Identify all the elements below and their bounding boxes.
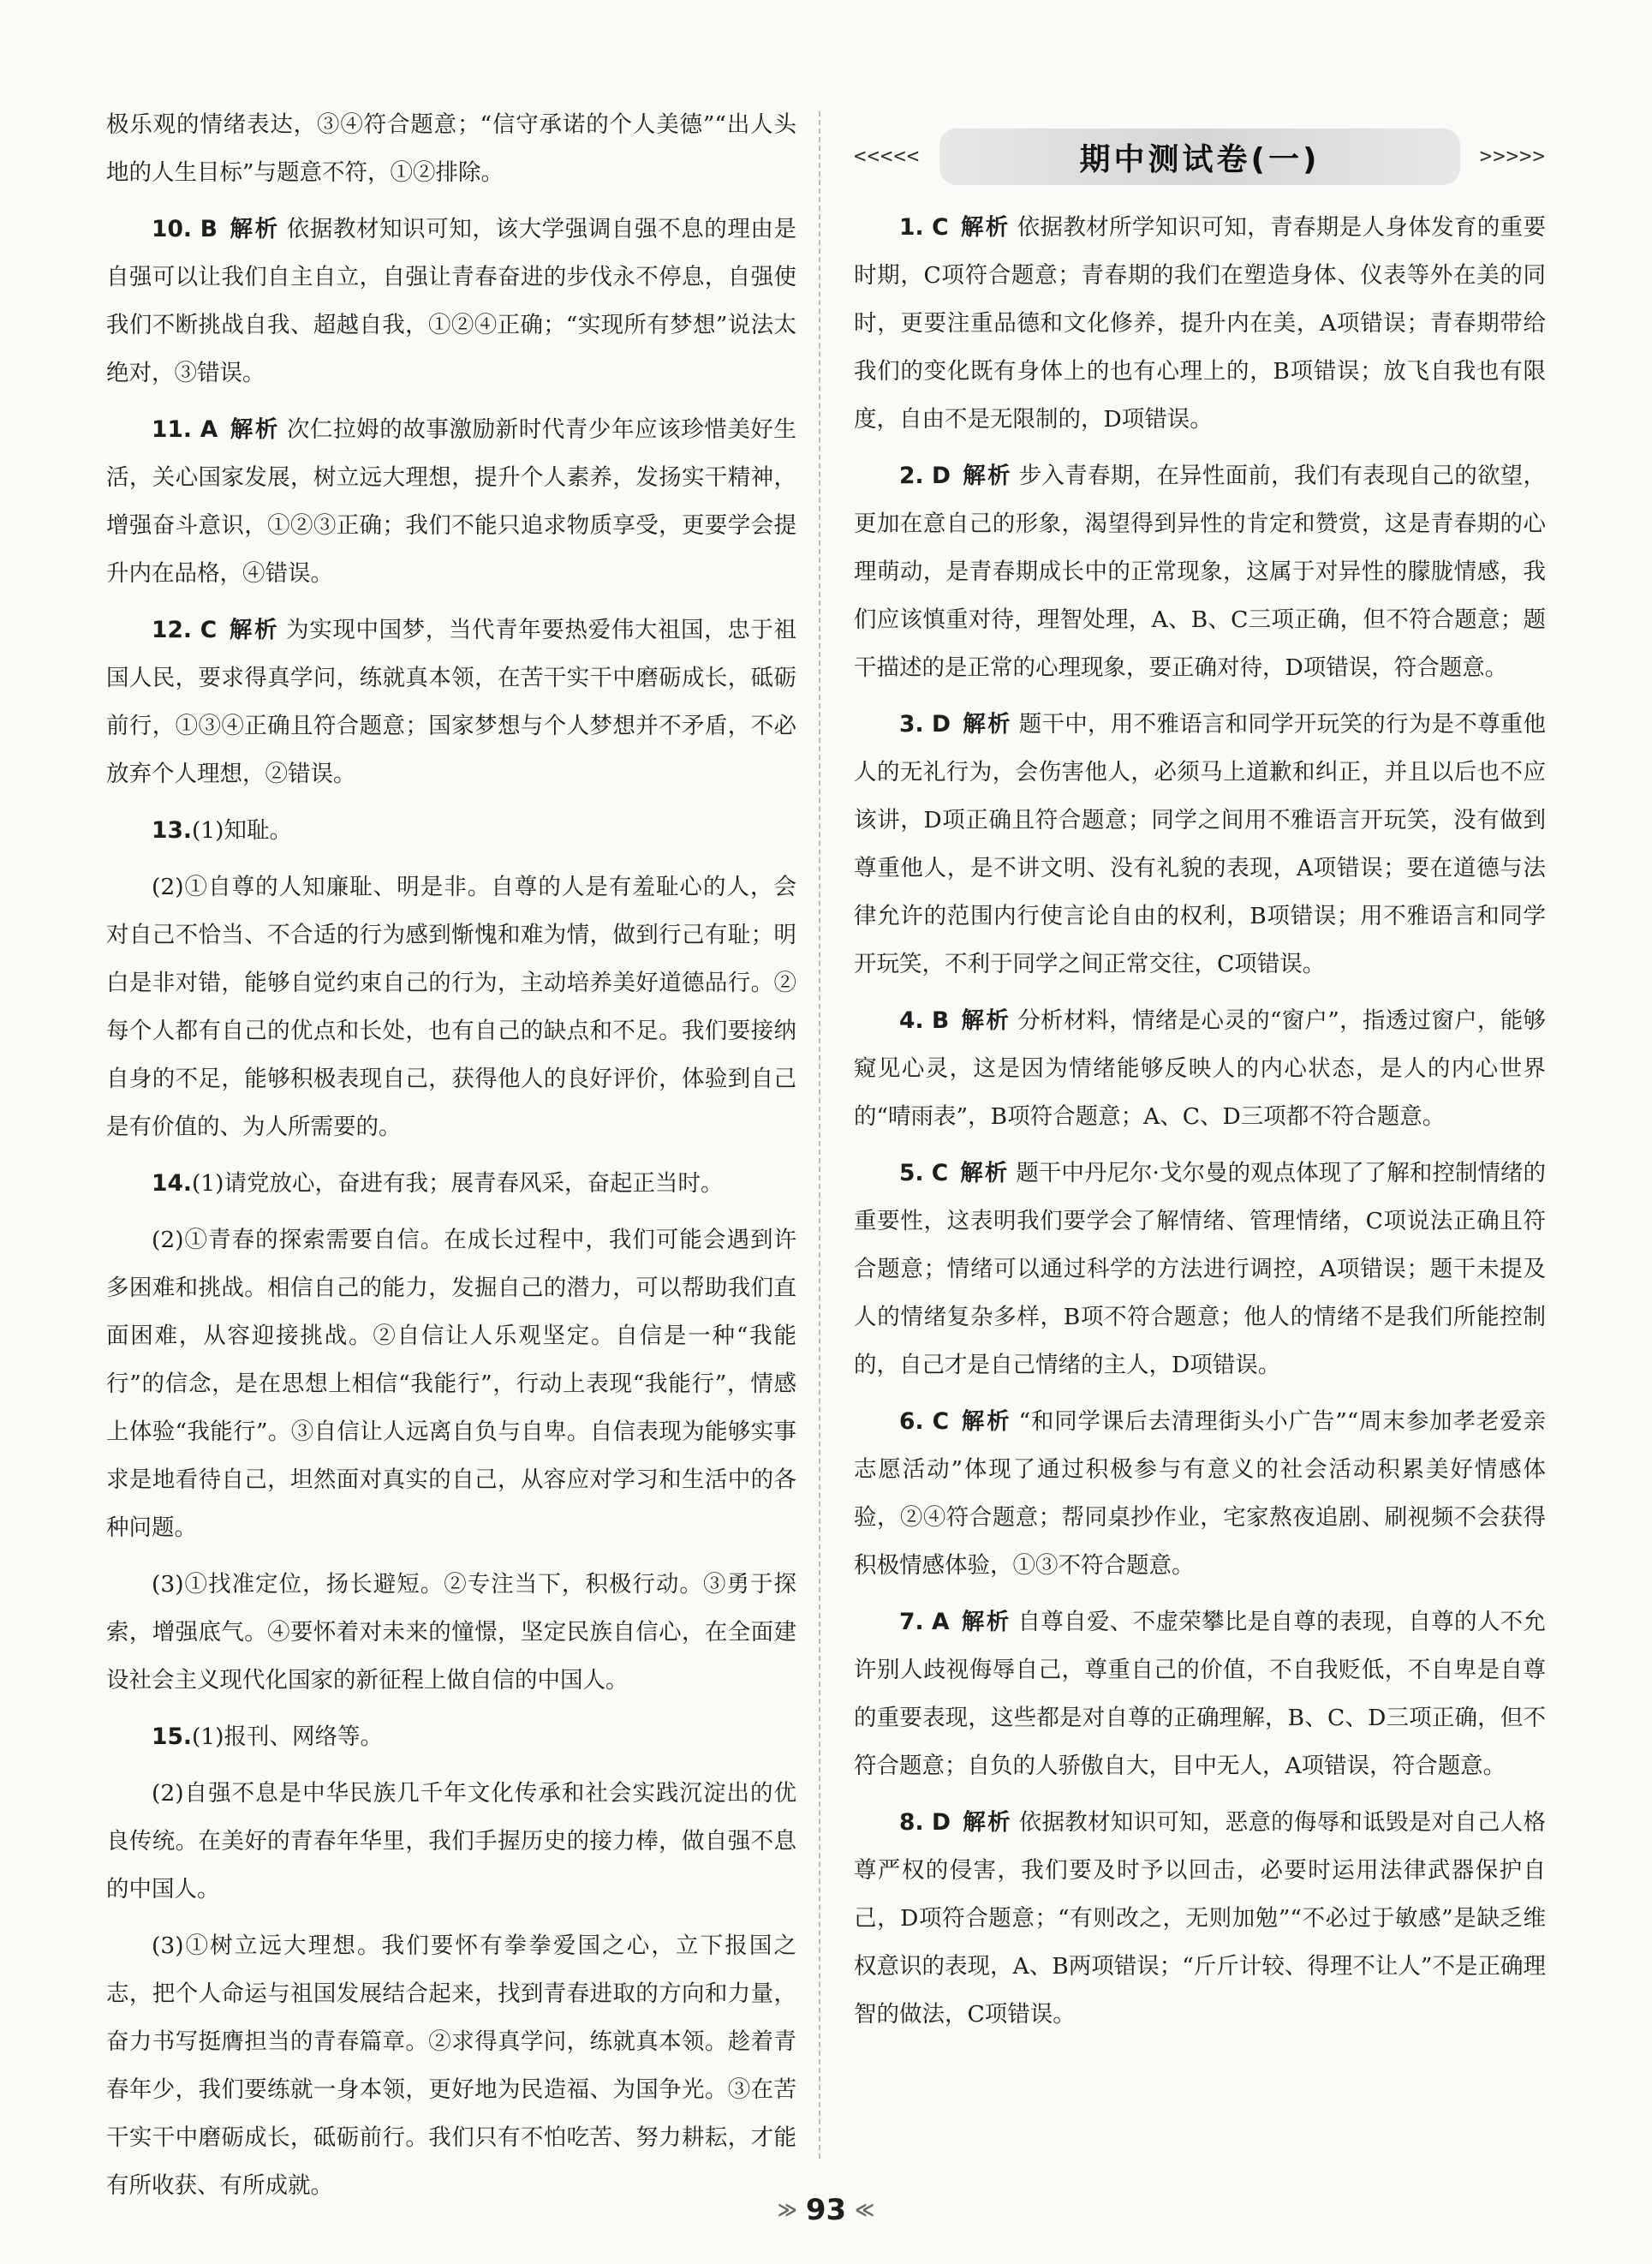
- column-divider: [819, 111, 820, 2159]
- left-column: [106, 101, 796, 2219]
- left-para-8: (3)①找准定位，扬长避短。②专注当下，积极行动。③勇于探索，增强底气。④要怀着对未来的憧憬，坚定民族自信心，在全面建设社会主义现代化国家的新征程上做自信的中国人。: [106, 1571, 796, 1694]
- right-column: [854, 204, 1546, 2047]
- left-para-9: 15.(1)报刊、网络等。: [152, 1723, 383, 1750]
- left-para-2: 11. A 解析 次仁拉姆的故事激励新时代青少年应该珍惜美好生活，关心国家发展，树立远大理想，提升个人素养，发扬实干精神，增强奋斗意识，①②③正确；我们不能只追求物质享受，更要学会提升内在品格，④错误。: [106, 416, 797, 587]
- right-para-1: 2. D 解析 步入青春期，在异性面前，我们有表现自己的欲望，更加在意自己的形象，渴望得到异性的肯定和赞赏，这是青春期的心理萌动，是青春期成长中的正常现象，这属于对异性的朦胧情感，我们应该慎重对待，理智处理，A、B、C三项正确，但不符合题意；题干描述的是正常的心理现象，要正确对待，D项错误，符合题意。: [854, 463, 1547, 681]
- page-dec-right: ≪: [855, 2200, 875, 2221]
- left-para-4: 13.(1)知耻。: [152, 817, 292, 844]
- right-para-0: 1. C 解析 依据教材所学知识可知，青春期是人身体发育的重要时期，C项符合题意；青春期的我们在塑造身体、仪表等外在美的同时，更要注重品德和文化修养，提升内在美，A项错误；青春期带给我们的变化既有身体上的也有心理上的，B项错误；放飞自我也有限度，自由不是无限制的，D项错误。: [854, 214, 1547, 433]
- section-title: 期中测试卷(一): [1079, 141, 1321, 177]
- left-para-1: 10. B 解析 依据教材知识可知，该大学强调自强不息的理由是自强可以让我们自主自立，自强让青春奋进的步伐永不停息，自强使我们不断挑战自我、超越自我，①②④正确；“实现所有梦想”说法太绝对，③错误。: [106, 216, 797, 386]
- page-number-value: 93: [805, 2193, 847, 2227]
- right-para-7: 8. D 解析 依据教材知识可知，恶意的侮辱和诋毁是对自己人格尊严权的侵害，我们要及时予以回击，必要时运用法律武器保护自己，D项符合题意；“有则改之，无则加勉”“不必过于敏感”是缺乏维权意识的表现，A、B两项错误；“斤斤计较、得理不让人”不是正确理智的做法，C项错误。: [854, 1809, 1547, 2028]
- right-para-2: 3. D 解析 题干中，用不雅语言和同学开玩笑的行为是不尊重他人的无礼行为，会伤害他人，必须马上道歉和纠正，并且以后也不应该讲，D项正确且符合题意；同学之间用不雅语言开玩笑，没有做到尊重他人，是不讲文明、没有礼貌的表现，A项错误；要在道德与法律允许的范围内行使言论自由的权利，B项错误；用不雅语言和同学开玩笑，不利于同学之间正常交往，C项错误。: [854, 711, 1547, 977]
- header-arrows-right: >>>>>: [1479, 144, 1546, 168]
- left-para-7: (2)①青春的探索需要自信。在成长过程中，我们可能会遇到许多困难和挑战。相信自己的能力，发掘自己的潜力，可以帮助我们直面困难，从容迎接挑战。②自信让人乐观坚定。自信是一种“我能行”的信念，是在思想上相信“我能行”，行动上表现“我能行”，情感上体验“我能行”。③自信让人远离自负与自卑。自信表现为能够实事求是地看待自己，坦然面对真实的自己，从容应对学习和生活中的各种问题。: [106, 1227, 796, 1541]
- right-para-3: 4. B 解析 分析材料，情绪是心灵的“窗户”，指透过窗户，能够窥见心灵，这是因为情绪能够反映人的内心状态，是人的内心世界的“晴雨表”，B项符合题意；A、C、D三项都不符合题意。: [854, 1007, 1546, 1130]
- section-title-banner: [939, 128, 1460, 185]
- right-para-5: 6. C 解析 “和同学课后去清理街头小广告”“周末参加孝老爱亲志愿活动”体现了通过积极参与有意义的社会活动积累美好情感体验，②④符合题意；帮同桌抄作业，宅家熬夜追剧、刷视频不会获得积极情感体验，①③不符合题意。: [854, 1408, 1546, 1579]
- page-number: [0, 2193, 1652, 2227]
- right-para-4: 5. C 解析 题干中丹尼尔·戈尔曼的观点体现了了解和控制情绪的重要性，这表明我们要学会了解情绪、管理情绪，C项说法正确且符合题意；情绪可以通过科学的方法进行调控，A项错误；题干未提及人的情绪复杂多样，B项不符合题意；他人的情绪不是我们所能控制的，自己才是自己情绪的主人，D项错误。: [854, 1160, 1546, 1378]
- left-para-6: 14.(1)请党放心，奋进有我；展青春风采，奋起正当时。: [152, 1170, 724, 1197]
- section-header: [854, 128, 1546, 188]
- left-para-11: (3)①树立远大理想。我们要怀有拳拳爱国之心，立下报国之志，把个人命运与祖国发展结合起来，找到青春进取的方向和力量，奋力书写挺膺担当的青春篇章。②求得真学问，练就真本领。趁着青春年少，我们要练就一身本领，更好地为民造福、为国争光。③在苦干实干中磨砺成长，砥砺前行。我们只有不怕吃苦、努力耕耘，才能有所收获、有所成就。: [106, 1932, 796, 2199]
- left-para-3: 12. C 解析 为实现中国梦，当代青年要热爱伟大祖国，忠于祖国人民，要求得真学问，练就真本领，在苦干实干中磨砺成长，砥砺前行，①③④正确且符合题意；国家梦想与个人梦想并不矛盾，不必放弃个人理想，②错误。: [106, 617, 797, 787]
- left-para-10: (2)自强不息是中华民族几千年文化传承和社会实践沉淀出的优良传统。在美好的青春年华里，我们手握历史的接力棒，做自强不息的中国人。: [106, 1780, 796, 1903]
- left-para-0: 极乐观的情绪表达，③④符合题意；“信守承诺的个人美德”“出人头地的人生目标”与题意不符，①②排除。: [106, 111, 796, 186]
- page-dec-left: ≫: [777, 2200, 797, 2221]
- left-para-5: (2)①自尊的人知廉耻、明是非。自尊的人是有羞耻心的人，会对自己不恰当、不合适的行为感到惭愧和难为情，做到行己有耻；明白是非对错，能够自觉约束自己的行为，主动培养美好道德品行。②每个人都有自己的优点和长处，也有自己的缺点和不足。我们要接纳自身的不足，能够积极表现自己，获得他人的良好评价，体验到自己是有价值的、为人所需要的。: [106, 874, 796, 1140]
- header-arrows-left: <<<<<: [854, 144, 921, 168]
- right-para-6: 7. A 解析 自尊自爱、不虚荣攀比是自尊的表现，自尊的人不允许别人歧视侮辱自己，尊重自己的价值，不自我贬低，不自卑是自尊的重要表现，这些都是对自尊的正确理解，B、C、D三项正确，但不符合题意；自负的人骄傲自大，目中无人，A项错误，符合题意。: [854, 1609, 1546, 1779]
